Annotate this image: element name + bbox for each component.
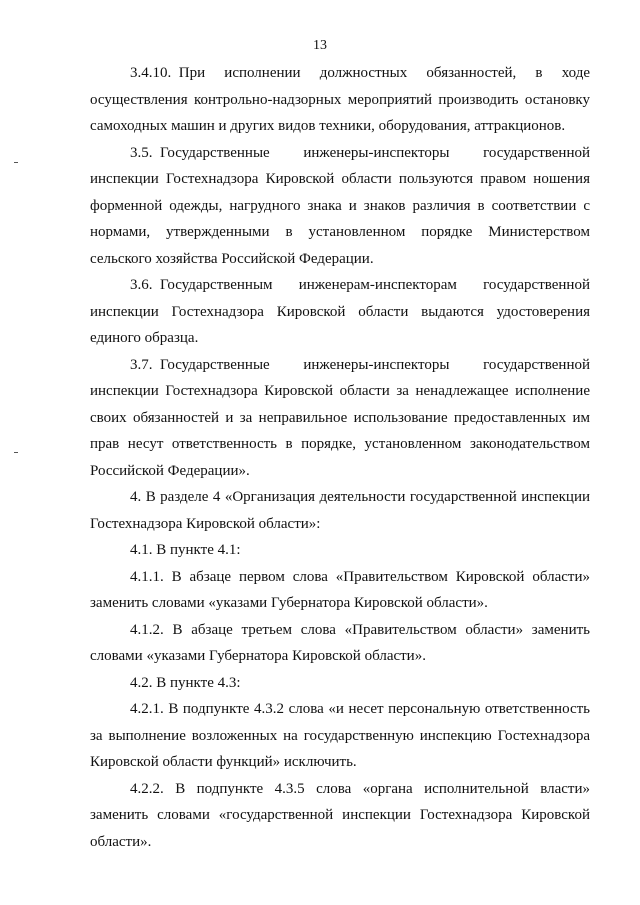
paragraph-3-4-10: 3.4.10. При исполнении должностных обязанностей, в ходе осуществления контрольно-надзорных мероприятий производить остановку самоходных машин и других видов техники, оборудования, аттракционов.	[90, 65, 590, 134]
paragraph-3-6: 3.6. Государственным инженерам-инспекторам государственной инспекции Гостехнадзора Кировской области выдаются удостоверения единого образца.	[90, 277, 590, 346]
paragraph-3-7: 3.7. Государственные инженеры-инспекторы государственной инспекции Гостехнадзора Кировской области за ненадлежащее исполнение своих обязанностей и за неправильное использование предоставленных им прав несут ответственность в порядке, установленном законодательством Российской Федерации».	[90, 356, 590, 479]
paragraph-4-1-2: 4.1.2. В абзаце третьем слова «Правительством области» заменить словами «указами Губернатора Кировской области».	[90, 621, 590, 664]
paragraph-4-2-1: 4.2.1. В подпункте 4.3.2 слова «и несет персональную ответственность за выполнение возложенных на государственную инспекцию Гостехнадзора Кировской области функций» исключить.	[90, 701, 590, 770]
paragraph-3-5: 3.5. Государственные инженеры-инспекторы государственной инспекции Гостехнадзора Кировской области пользуются правом ношения форменной одежды, нагрудного знака и знаков различия в соответствии с нормами, утвержденными в установленном порядке Министерством сельского хозяйства Российской Федерации.	[90, 144, 590, 267]
paragraph-4-1: 4.1. В пункте 4.1:	[130, 542, 241, 558]
page-number: 13	[313, 38, 327, 53]
paragraph-4-2: 4.2. В пункте 4.3:	[130, 674, 241, 691]
document-body	[90, 60, 590, 855]
paragraph-4-1-1: 4.1.1. В абзаце первом слова «Правительством Кировской области» заменить словами «указами Губернатора Кировской области».	[90, 568, 590, 611]
paragraph-4-2-2: 4.2.2. В подпункте 4.3.5 слова «органа исполнительной власти» заменить словами «государственной инспекции Гостехнадзора Кировской области».	[90, 780, 590, 850]
paragraph-4: 4. В разделе 4 «Организация деятельности государственной инспекции Гостехнадзора Кировской области»:	[90, 489, 590, 532]
margin-tick-mark	[14, 162, 18, 163]
margin-tick-mark	[14, 452, 18, 453]
